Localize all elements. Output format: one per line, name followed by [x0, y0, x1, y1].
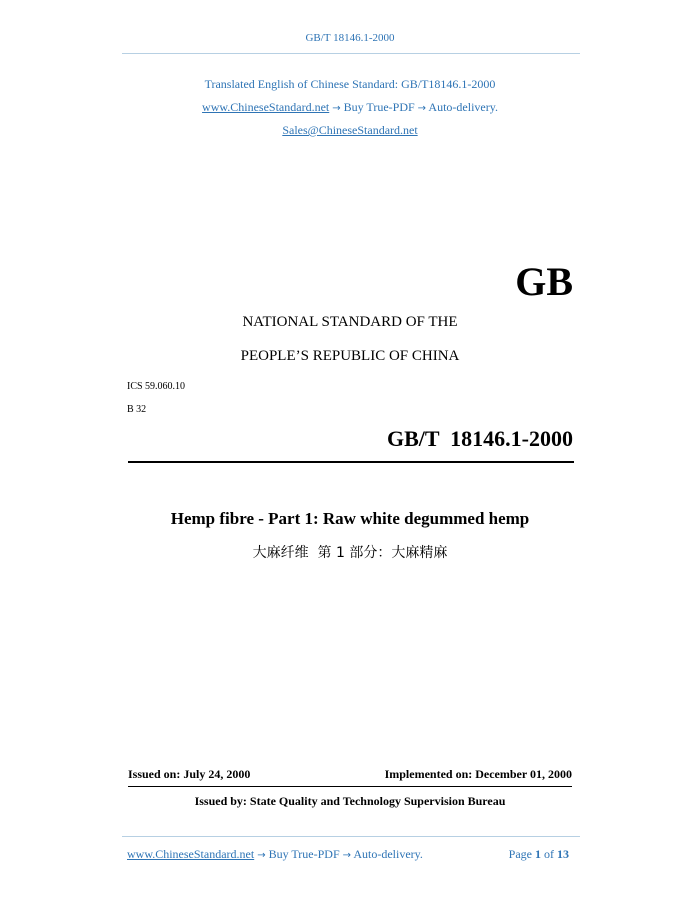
issued-by: Issued by: State Quality and Technology Supervision Bureau — [194, 794, 506, 808]
issued-on: Issued on: July 24, 2000 — [128, 767, 251, 781]
of-label: of — [544, 847, 554, 861]
buy-true-pdf-text: Buy True-PDF — [343, 100, 415, 114]
page-total: 13 — [557, 847, 569, 861]
arrow-right-icon: → — [342, 850, 352, 861]
implemented-on: Implemented on: December 01, 2000 — [384, 767, 572, 781]
translated-line: Translated English of Chinese Standard: GB/T18146.1-2000 — [204, 77, 496, 91]
national-standard-line2: PEOPLE’S REPUBLIC OF CHINA — [240, 348, 460, 364]
arrow-right-icon: → — [257, 850, 266, 861]
classification-code: B 32 — [127, 404, 147, 415]
footer-auto-delivery-text: Auto-delivery. — [353, 847, 423, 861]
ics-code: ICS 59.060.10 — [127, 381, 186, 392]
auto-delivery-text: Auto-delivery. — [428, 100, 498, 114]
email-line — [0, 123, 700, 138]
national-standard-line1: NATIONAL STANDARD OF THE — [242, 314, 458, 330]
arrow-right-icon: → — [417, 103, 427, 114]
standard-number-rule — [128, 461, 574, 463]
arrow-right-icon: → — [332, 103, 341, 114]
footer-links-line — [127, 847, 423, 862]
page-current: 1 — [535, 847, 541, 861]
page-indicator — [509, 847, 569, 862]
footer-divider — [122, 836, 580, 837]
gb-logo: GB — [515, 259, 573, 304]
page-label: Page — [508, 847, 532, 861]
title-english: Hemp fibre - Part 1: Raw white degummed hemp — [170, 509, 530, 528]
email-link[interactable]: Sales@ChineseStandard.net — [282, 123, 418, 137]
header-doc-code: GB/T 18146.1-2000 — [305, 32, 395, 44]
header-divider — [122, 53, 580, 54]
dates-rule — [128, 786, 572, 787]
footer-site-link[interactable]: www.ChineseStandard.net — [127, 847, 255, 861]
site-link[interactable]: www.ChineseStandard.net — [202, 100, 330, 114]
title-chinese: 大麻纤维 第 1 部分：大麻精麻 — [252, 545, 448, 561]
footer-buy-true-pdf-text: Buy True-PDF — [268, 847, 340, 861]
standard-number: GB/T 18146.1-2000 — [386, 426, 573, 451]
header-links-line — [0, 100, 700, 115]
